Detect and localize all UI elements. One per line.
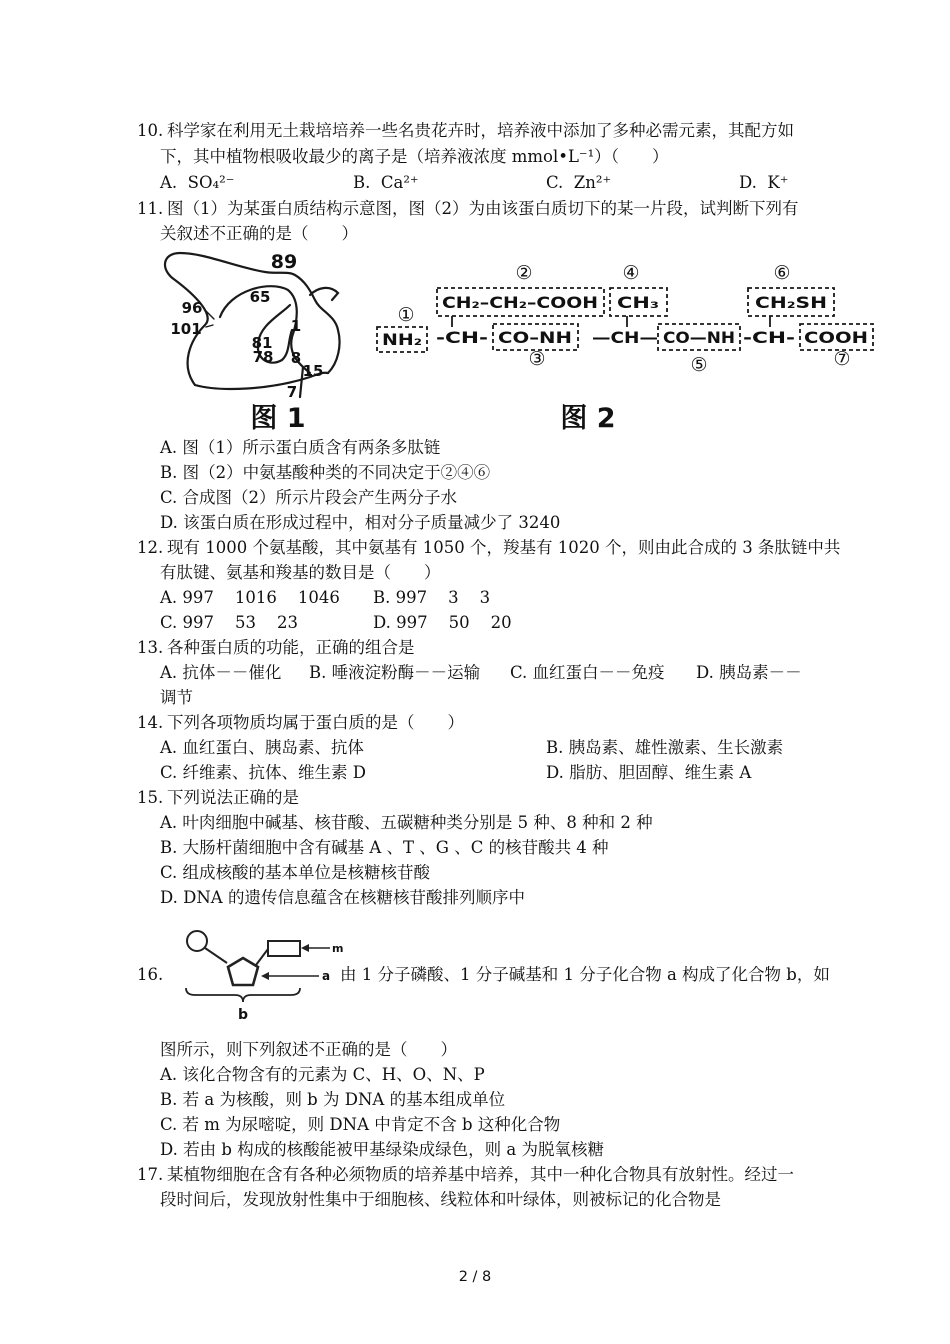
q10-stem-line-1 [137, 118, 794, 143]
q14-option-d: D. 脂肪、胆固醇、维生素 A [546, 763, 752, 782]
q14-stem-line-1 [137, 710, 464, 735]
q14-option-a: A. 血红蛋白、胰岛素、抗体 [160, 738, 364, 757]
figure16-label-b: b [237, 1007, 249, 1023]
marker-7: ⑦ [833, 348, 851, 370]
figure1-caption: 图 1 [250, 403, 306, 434]
q10-stem-text-1: 科学家在利用无土栽培培养一些名贵花卉时，培养液中添加了多种必需元素，其配方如 [167, 121, 794, 140]
figure1-label-78: 78 [252, 348, 274, 366]
q16-option-b: B. 若 a 为核酸，则 b 为 DNA 的基本组成单位 [160, 1090, 506, 1109]
side-chain-r3: CH₂SH [755, 293, 827, 312]
q13-stem-line-1 [137, 635, 415, 660]
q13-option-b: B. 唾液淀粉酶－－运输 [309, 663, 481, 682]
q14-option-b: B. 胰岛素、雄性激素、生长激素 [546, 738, 784, 757]
figure1-label-96: 96 [181, 299, 203, 317]
figure16-label-a: a [322, 969, 331, 983]
q15-option-a: A. 叶肉细胞中碱基、核苷酸、五碳糖种类分别是 5 种、8 种和 2 种 [160, 813, 653, 832]
main-chain-carboxyl: COOH [804, 328, 868, 347]
q16-number: 16. [137, 965, 164, 984]
q16-stem-line-2: 图所示，则下列叙述不正确的是（ ） [160, 1040, 457, 1059]
arrow-a-head [261, 972, 269, 980]
q10-option-c: C. Zn²⁺ [546, 173, 612, 192]
q10-option-b: B. Ca²⁺ [353, 173, 419, 192]
main-chain-amino: NH₂ [382, 330, 422, 349]
marker-5: ⑤ [690, 354, 708, 376]
main-chain-peptide-2: CO—NH [663, 328, 735, 347]
q16-option-d: D. 若由 b 构成的核酸能被甲基绿染成绿色，则 a 为脱氧核糖 [160, 1140, 605, 1159]
q12-option-b: B. 997 3 3 [373, 588, 491, 607]
q12-option-d: D. 997 50 20 [373, 613, 512, 632]
base-rectangle [268, 941, 300, 956]
q12-stem-text-1: 现有 1000 个氨基酸，其中氨基有 1050 个，羧基有 1020 个，则由此合成的 3 条肽链中共 [167, 538, 841, 557]
q12-number: 12. [137, 538, 164, 557]
q16-option-a: A. 该化合物含有的元素为 C、H、O、N、P [160, 1065, 485, 1084]
q13-stem-text-1: 各种蛋白质的功能，正确的组合是 [167, 638, 415, 657]
q11-stem-line-2: 关叙述不正确的是（ ） [160, 224, 358, 243]
q13-option-a: A. 抗体－－催化 [160, 663, 282, 682]
q15-option-c: C. 组成核酸的基本单位是核糖核苷酸 [160, 863, 431, 882]
figure1-pointer-101 [206, 325, 213, 327]
figure16-label-m: m [332, 942, 344, 955]
q17-stem-line-2: 段时间后，发现放射性集中于细胞核、线粒体和叶绿体，则被标记的化合物是 [160, 1190, 721, 1209]
q11-figure-2 [370, 255, 880, 440]
sugar-base-bond [256, 949, 268, 965]
q14-stem-text-1: 下列各项物质均属于蛋白质的是（ ） [167, 713, 464, 732]
q11-figure-1 [160, 245, 360, 440]
q15-option-b: B. 大肠杆菌细胞中含有碱基 A 、T 、G 、C 的核苷酸共 4 种 [160, 838, 609, 857]
q12-stem-line-1 [137, 535, 840, 560]
q14-option-c: C. 纤维素、抗体、维生素 D [160, 763, 367, 782]
phosphate-circle [187, 931, 207, 951]
marker-2: ② [515, 262, 533, 284]
q14-number: 14. [137, 713, 164, 732]
q13-option-d: D. 胰岛素－－ [696, 663, 802, 682]
q15-number: 15. [137, 788, 164, 807]
marker-3: ③ [528, 348, 546, 370]
q10-number: 10. [137, 121, 164, 140]
figure2-caption: 图 2 [560, 403, 616, 434]
q17-stem-text-1: 某植物细胞在含有各种必须物质的培养基中培养，其中一种化合物具有放射性。经过一 [167, 1165, 794, 1184]
q13-option-c: C. 血红蛋白－－免疫 [510, 663, 665, 682]
q15-stem-text-1: 下列说法正确的是 [167, 788, 299, 807]
q11-option-b: B. 图（2）中氨基酸种类的不同决定于②④⑥ [160, 463, 491, 482]
page-number: 2 / 8 [458, 1269, 492, 1285]
q12-option-a: A. 997 1016 1046 [160, 588, 340, 607]
figure1-label-1: 1 [290, 317, 302, 335]
main-chain-ch-1: -CH- [436, 328, 488, 347]
q15-stem-line-1 [137, 785, 299, 810]
q10-option-a: A. SO₄²⁻ [160, 173, 235, 192]
marker-1: ① [397, 304, 415, 326]
figure1-label-7: 7 [286, 383, 298, 401]
arrow-m-head [301, 944, 309, 952]
q10-option-d: D. K⁺ [739, 173, 789, 192]
q16-option-c: C. 若 m 为尿嘧啶，则 DNA 中肯定不含 b 这种化合物 [160, 1115, 561, 1134]
q16-nucleotide-figure [180, 925, 355, 1025]
q11-option-c: C. 合成图（2）所示片段会产生两分子水 [160, 488, 458, 507]
figure1-label-15: 15 [302, 362, 324, 380]
q15-option-d: D. DNA 的遗传信息蕴含在核糖核苷酸排列顺序中 [160, 888, 525, 907]
q13-option-d-continuation: 调节 [160, 688, 193, 707]
figure1-label-101: 101 [170, 320, 202, 338]
compound-b-brace [186, 988, 300, 1002]
main-chain-ch-3: -CH- [743, 328, 795, 347]
q11-stem-text-1: 图（1）为某蛋白质结构示意图，图（2）为由该蛋白质切下的某一片段，试判断下列有 [167, 199, 799, 218]
main-chain-ch-2: —CH— [592, 328, 658, 347]
q17-stem-line-1 [137, 1162, 794, 1187]
q11-number: 11. [137, 199, 164, 218]
figure1-label-65: 65 [249, 288, 271, 306]
side-chain-r2: CH₃ [617, 293, 659, 312]
q11-stem-line-1 [137, 196, 799, 221]
q16-stem-line-1: 由 1 分子磷酸、1 分子碱基和 1 分子化合物 a 构成了化合物 b，如 [340, 965, 830, 984]
marker-4: ④ [622, 262, 640, 284]
pentose-pentagon [228, 958, 258, 985]
q13-number: 13. [137, 638, 164, 657]
figure1-label-81: 81 [251, 334, 273, 352]
q11-option-a: A. 图（1）所示蛋白质含有两条多肽链 [160, 438, 441, 457]
main-chain-peptide-1: CO–NH [498, 328, 572, 347]
q11-option-d: D. 该蛋白质在形成过程中，相对分子质量减少了 3240 [160, 513, 561, 532]
figure1-label-8: 8 [290, 349, 302, 367]
q12-option-c: C. 997 53 23 [160, 613, 298, 632]
q17-number: 17. [137, 1165, 164, 1184]
marker-6: ⑥ [773, 262, 791, 284]
q12-stem-line-2: 有肽键、氨基和羧基的数目是（ ） [160, 563, 441, 582]
side-chain-r1: CH₂–CH₂–COOH [442, 293, 598, 312]
q10-stem-line-2: 下，其中植物根吸收最少的离子是（培养液浓度 mmol•L⁻¹）（ ） [160, 147, 669, 166]
phosphate-sugar-bond [205, 948, 227, 963]
figure1-label-89: 89 [270, 251, 298, 273]
